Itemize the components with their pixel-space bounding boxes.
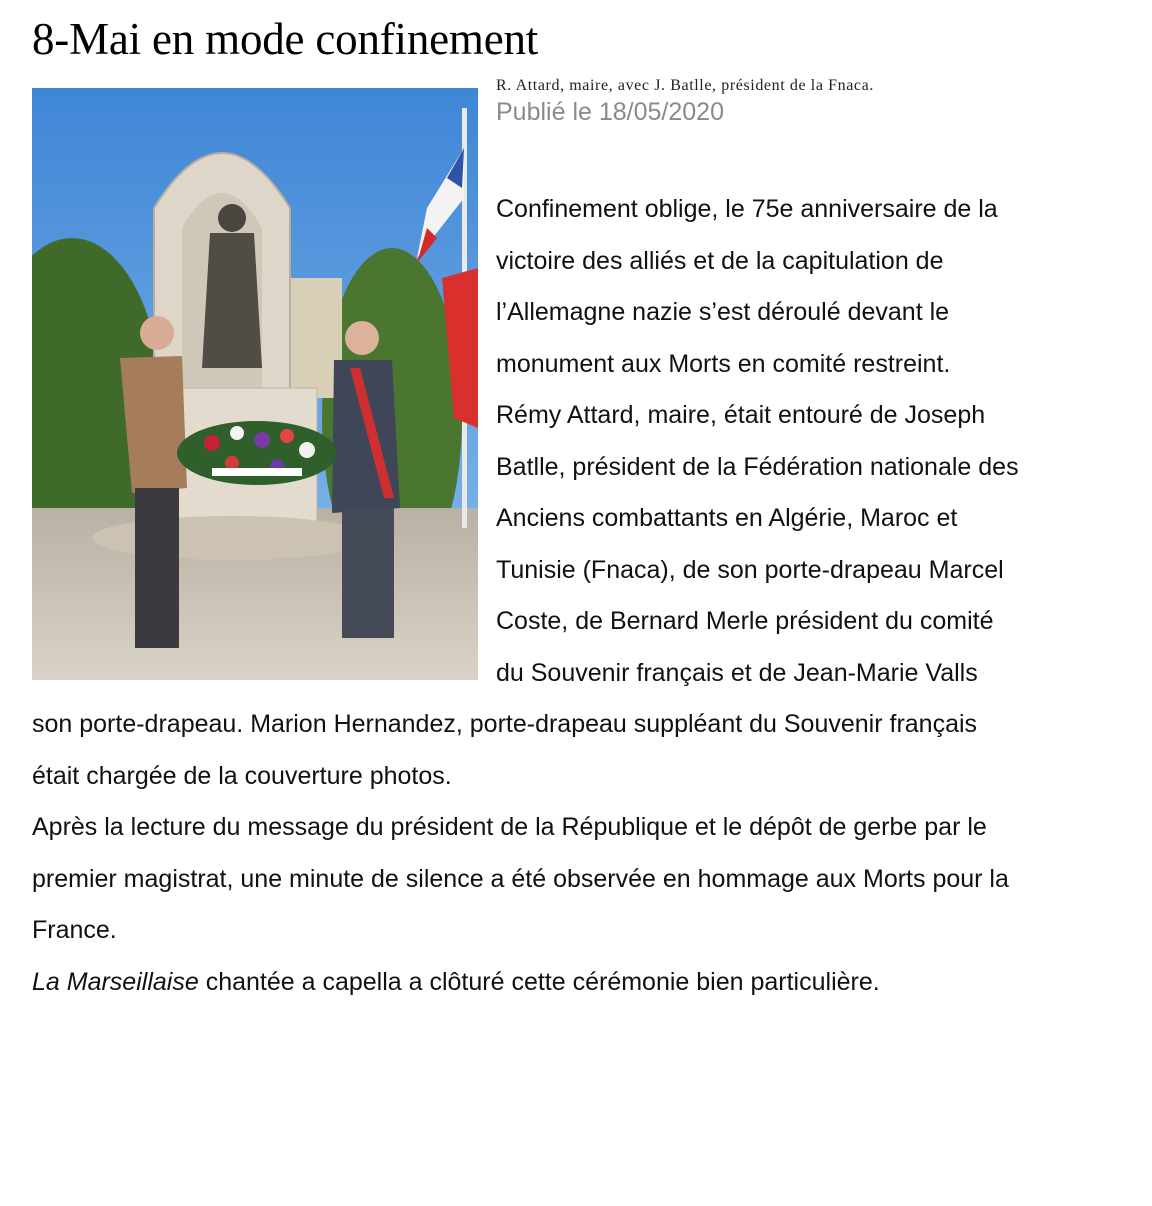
photo-man-right-head xyxy=(345,321,379,355)
photo-man-left-legs xyxy=(135,488,179,648)
photo-statue-head xyxy=(218,204,246,232)
paragraph: Rémy Attard, maire, était entouré de Joseph Batlle, président de la Fédération nationale des Anciens combattants en Algérie, Maroc et Tunisie (Fnaca), de son porte-drapeau Marcel Coste, de Bernard Merle président du comité du Souvenir français et de Jean-Marie Valls son porte-drapeau. Marion Hernandez, porte-drapeau suppléant du Souvenir français était chargée de la couverture photos. xyxy=(32,401,1019,790)
photo-man-left-head xyxy=(140,316,174,350)
paragraph-closing xyxy=(32,957,1022,1009)
paragraph: Après la lecture du message du président de la République et le dépôt de gerbe par le premier magistrat, une minute de silence a été observée en hommage aux Morts pour la France. xyxy=(32,813,1009,944)
photo-wreath-ribbon xyxy=(212,468,302,476)
article-photo xyxy=(32,88,478,680)
paragraph-closing-text: chantée a capella a clôturé cette cérémonie bien particulière. xyxy=(198,967,880,996)
photo-base xyxy=(92,516,372,560)
paragraph: Confinement oblige, le 75e anniversaire de la victoire des alliés et de la capitulation de l’Allemagne nazie s’est déroulé devant le monument aux Morts en comité restreint. xyxy=(496,195,998,378)
photo-man-right-legs xyxy=(342,508,394,638)
article-title: 8-Mai en mode confinement xyxy=(32,14,539,64)
song-title: La Marseillaise xyxy=(32,967,199,996)
photo-statue-body xyxy=(202,233,262,368)
publish-date: Publié le 18/05/2020 xyxy=(496,98,724,126)
photo-caption: R. Attard, maire, avec J. Batlle, président de la Fnaca. xyxy=(496,77,874,94)
article xyxy=(32,0,1022,1008)
